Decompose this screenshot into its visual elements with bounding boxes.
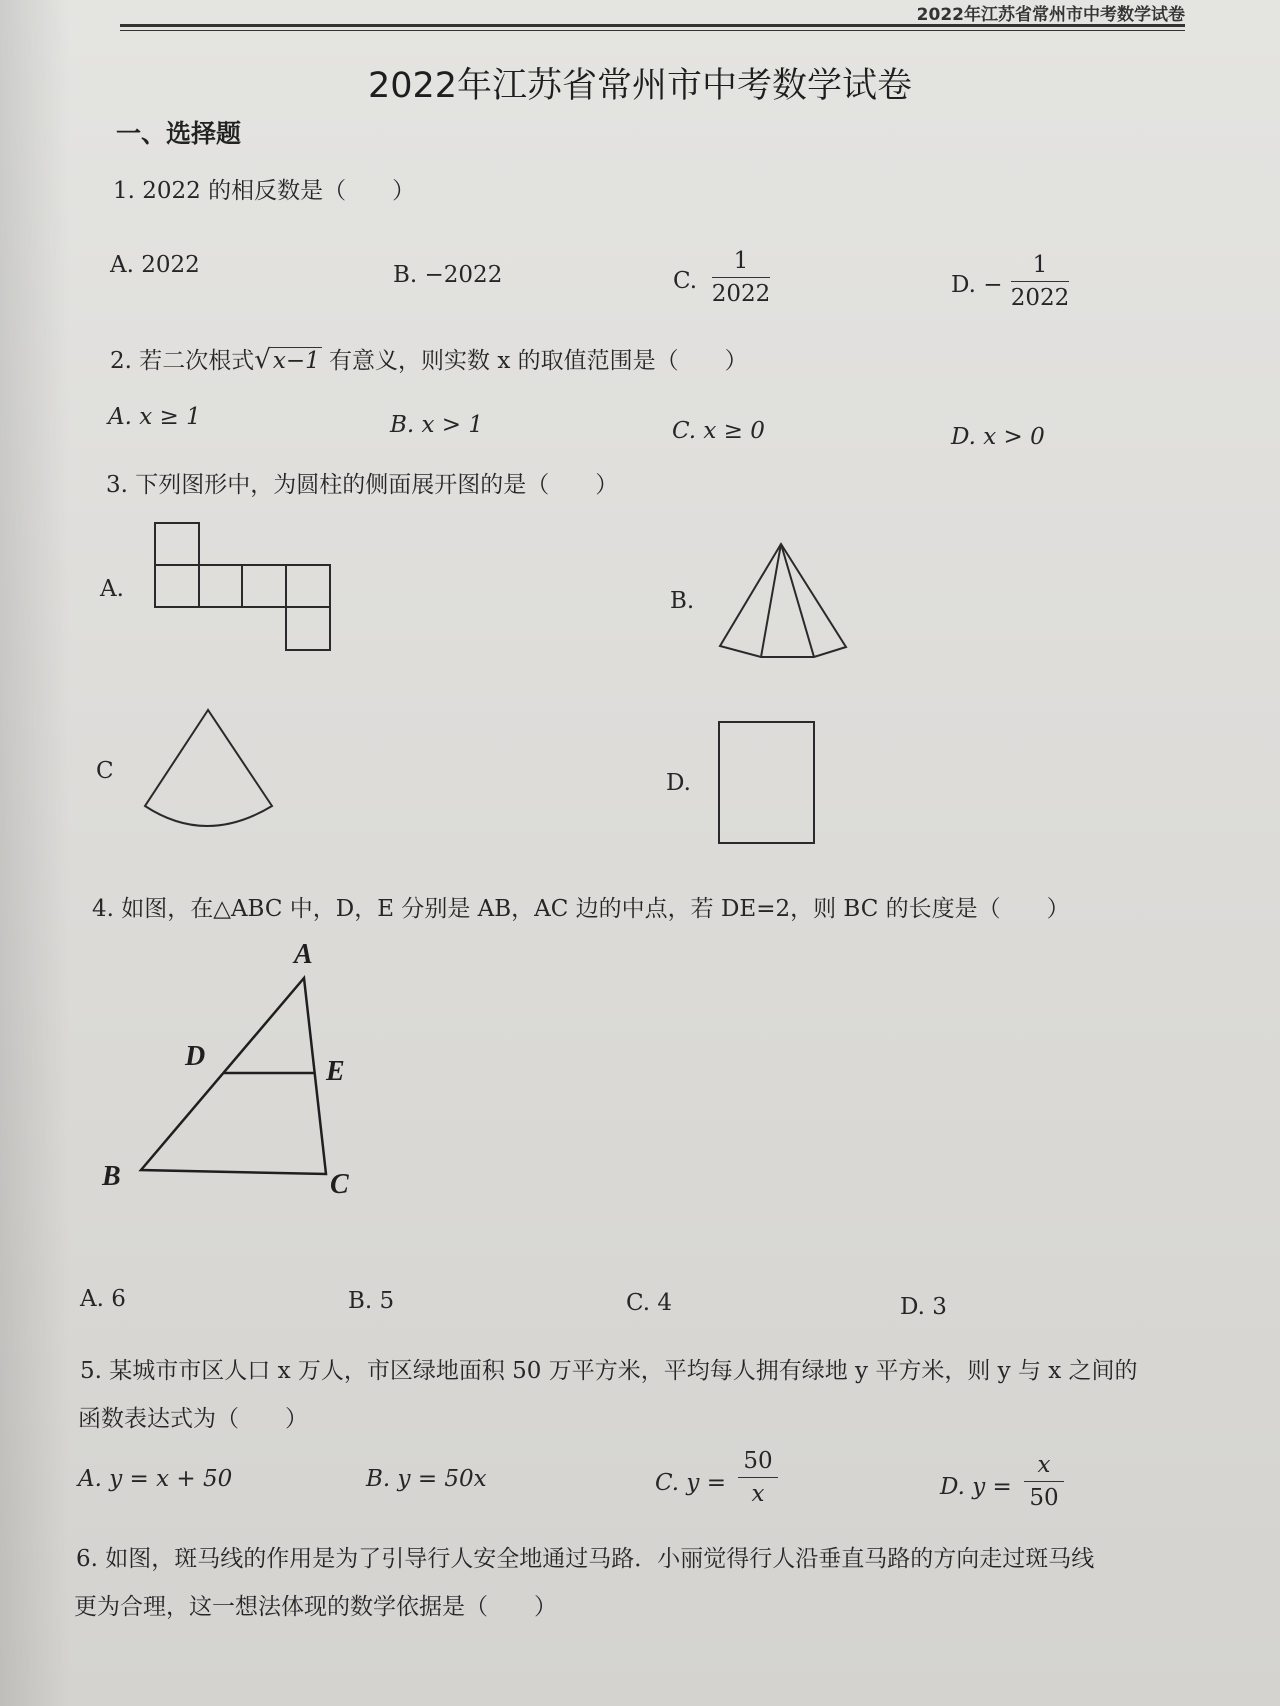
vertex-label-b: B <box>102 1161 121 1192</box>
q2-option-d: D. x > 0 <box>951 424 1045 450</box>
q1-stem: 1. 2022 的相反数是（ ） <box>113 178 416 204</box>
q1-option-d-fraction <box>1011 252 1069 311</box>
q5-option-d-label: D. y = <box>940 1474 1012 1500</box>
vertex-label-e: E <box>326 1056 345 1087</box>
q1-option-c-fraction <box>712 248 770 307</box>
fraction-bar <box>1024 1481 1064 1482</box>
q4-option-c: C. 4 <box>626 1290 673 1316</box>
q5-c-denominator: x <box>751 1481 765 1507</box>
q5-stem-line1: 5. 某城市市区人口 x 万人，市区绿地面积 50 万平方米，平均每人拥有绿地 y 平方米，则 y 与 x 之间的 <box>80 1358 1138 1384</box>
q2-option-a: A. x ≥ 1 <box>108 404 201 430</box>
fraction-bar <box>738 1477 778 1478</box>
q3-option-b-label: B. <box>670 588 695 614</box>
q1-option-c-label: C. <box>673 268 698 294</box>
page-title: 2022年江苏省常州市中考数学试卷 <box>367 66 913 106</box>
q3-option-a-label: A. <box>100 576 124 602</box>
q3-rectangle-figure <box>716 718 816 846</box>
q3-pyramid-figure <box>716 540 850 662</box>
q4-option-b: B. 5 <box>348 1288 395 1314</box>
q2-stem <box>110 342 748 375</box>
q3-stem: 3. 下列图形中，为圆柱的侧面展开图的是（ ） <box>106 472 619 498</box>
q1-d-numerator: 1 <box>1032 252 1048 278</box>
q2-radicand: x−1 <box>272 348 320 374</box>
q4-option-d: D. 3 <box>900 1294 947 1320</box>
q2-stem-post: 有意义，则实数 x 的取值范围是（ ） <box>329 348 748 374</box>
vertex-label-a: A <box>294 939 313 970</box>
q6-stem-line2: 更为合理，这一想法体现的数学依据是（ ） <box>74 1594 557 1620</box>
q5-stem-line2: 函数表达式为（ ） <box>78 1406 308 1432</box>
q2-option-c: C. x ≥ 0 <box>672 418 765 444</box>
q3-option-c-label: C <box>96 758 114 784</box>
q4-option-a: A. 6 <box>80 1286 126 1312</box>
q1-option-a: A. 2022 <box>110 252 200 278</box>
q5-c-numerator: 50 <box>743 1448 773 1474</box>
q1-c-numerator: 1 <box>733 248 749 274</box>
q6-stem-line1: 6. 如图，斑马线的作用是为了引导行人安全地通过马路．小丽觉得行人沿垂直马路的方向走过斑马线 <box>76 1546 1095 1572</box>
q4-stem: 4. 如图，在△ABC 中，D，E 分别是 AB，AC 边的中点，若 DE=2，则 BC 的长度是（ ） <box>92 896 1070 922</box>
fraction-bar <box>1011 281 1069 282</box>
header-rule-thick <box>120 24 1185 27</box>
sqrt-symbol: √ <box>254 345 271 375</box>
fraction-bar <box>712 277 770 278</box>
page-shadow <box>0 0 70 1706</box>
section-heading: 一、选择题 <box>116 119 242 148</box>
q5-d-numerator: x <box>1037 1452 1051 1478</box>
q5-option-c-label: C. y = <box>655 1470 726 1496</box>
q1-option-d-label: D. − <box>951 272 1003 298</box>
q3-cube-net-figure <box>150 518 340 660</box>
q1-c-denominator: 2022 <box>711 281 771 307</box>
vertex-label-d: D <box>185 1041 206 1072</box>
q1-option-b: B. −2022 <box>393 262 503 288</box>
vertex-label-c: C <box>330 1169 349 1200</box>
q1-d-denominator: 2022 <box>1010 285 1070 311</box>
q2-option-b: B. x > 1 <box>390 412 484 438</box>
q5-d-denominator: 50 <box>1029 1485 1059 1511</box>
q3-option-d-label: D. <box>666 770 691 796</box>
q4-triangle-figure <box>96 930 376 1210</box>
q3-sector-figure <box>140 706 280 834</box>
q2-stem-pre: 2. 若二次根式 <box>110 348 255 374</box>
q5-option-a: A. y = x + 50 <box>78 1466 233 1492</box>
q5-option-b: B. y = 50x <box>366 1466 487 1492</box>
header-rule-thin <box>120 30 1185 31</box>
q5-option-d-fraction <box>1024 1452 1064 1511</box>
q5-option-c-fraction <box>738 1448 778 1507</box>
running-header: 2022年江苏省常州市中考数学试卷 <box>916 5 1185 25</box>
